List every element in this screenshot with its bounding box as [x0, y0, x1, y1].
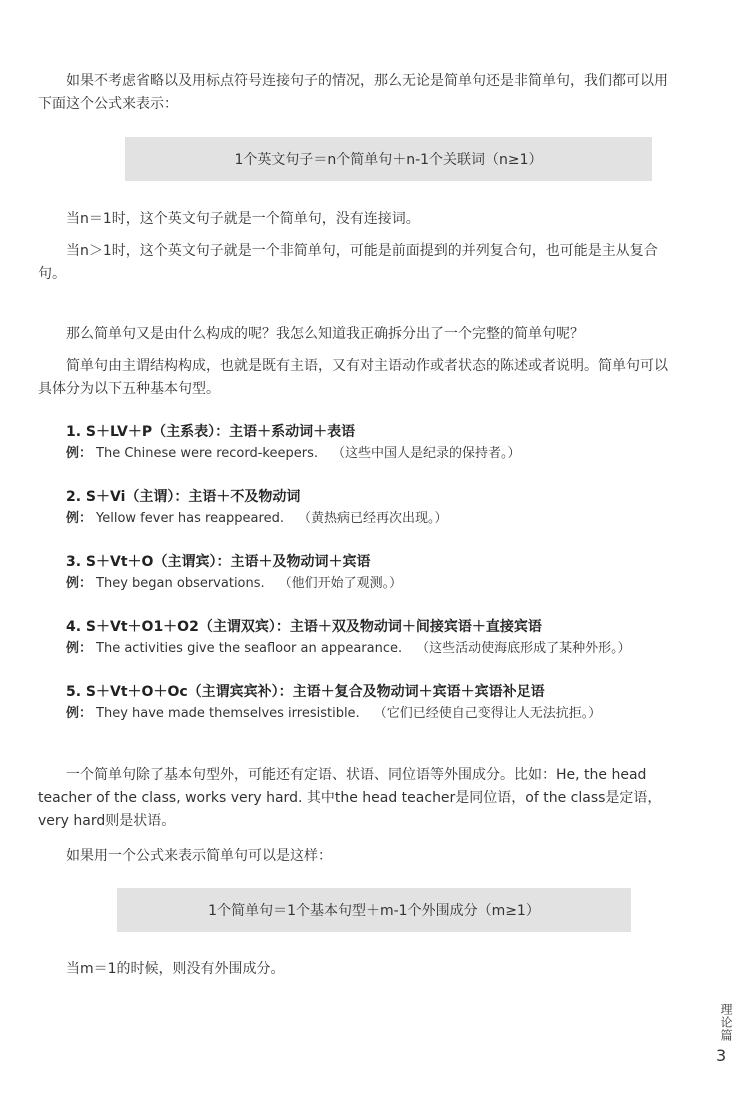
example-english: They have made themselves irresistible. [96, 706, 360, 721]
page-number: 3 [716, 1046, 727, 1065]
example-chinese: （这些中国人是纪录的保持者。） [332, 446, 521, 461]
intro-paragraph: 如果不考虑省略以及用标点符号连接句子的情况，那么无论是简单句还是非简单句，我们都可以用下面这个公式来表示： [38, 73, 668, 112]
question-paragraph: 那么简单句又是由什么构成的呢？我怎么知道我正确拆分出了一个完整的简单句呢？ [66, 326, 584, 342]
pattern-example [66, 443, 686, 465]
pattern-example [66, 703, 686, 725]
pattern-example [66, 508, 686, 530]
pattern-1 [66, 421, 686, 465]
example-label: 例： [66, 446, 93, 461]
pattern-title: 3. S＋Vt＋O（主谓宾）：主语＋及物动词＋宾语 [66, 554, 371, 570]
pattern-example [66, 573, 686, 595]
example-chinese: （他们开始了观测。） [278, 576, 403, 591]
example-english: Yellow fever has reappeared. [96, 511, 284, 526]
pattern-5 [66, 681, 686, 725]
definition-paragraph: 简单句由主谓结构构成，也就是既有主语，又有对主语动作或者状态的陈述或者说明。简单句可以具体分为以下五种基本句型。 [38, 358, 668, 397]
example-english: The Chinese were record-keepers. [96, 446, 318, 461]
example-label: 例： [66, 706, 93, 721]
peripheral-paragraph: 一个简单句除了基本句型外，可能还有定语、状语、同位语等外围成分。比如：He, the head teacher of the class, works very hard. 其中the head teacher是同位语，of the class是定语，very hard则是状语。 [38, 767, 662, 829]
pattern-4 [66, 616, 686, 660]
example-chinese: （黄热病已经再次出现。） [297, 511, 448, 526]
section-side-tab: 理论篇 [719, 1003, 733, 1042]
example-label: 例： [66, 576, 93, 591]
example-chinese: （这些活动使海底形成了某种外形。） [416, 641, 631, 656]
example-english: The activities give the seafloor an appearance. [96, 641, 403, 656]
pattern-title: 2. S＋Vi（主谓）：主语＋不及物动词 [66, 489, 301, 505]
formula-box-simple [117, 888, 631, 932]
pattern-title: 5. S＋Vt＋O＋Oc（主谓宾宾补）：主语＋复合及物动词＋宾语＋宾语补足语 [66, 684, 545, 700]
n-greater-1-note: 当n＞1时，这个英文句子就是一个非简单句，可能是前面提到的并列复合句，也可能是主从复合句。 [38, 243, 658, 282]
pattern-title: 1. S＋LV＋P（主系表）：主语＋系动词＋表语 [66, 424, 356, 440]
example-english: They began observations. [96, 576, 265, 591]
example-label: 例： [66, 511, 93, 526]
formula-simple-sentence: 1个简单句＝1个基本句型＋m-1个外围成分（m≥1） [208, 903, 540, 919]
formula-box-sentence [125, 137, 652, 181]
pattern-example [66, 638, 686, 660]
formula-intro: 如果用一个公式来表示简单句可以是这样： [66, 848, 332, 864]
pattern-3 [66, 551, 686, 595]
example-chinese: （它们已经使自己变得让人无法抗拒。） [373, 706, 602, 721]
n-equals-1-note: 当n＝1时，这个英文句子就是一个简单句，没有连接词。 [66, 211, 420, 227]
example-label: 例： [66, 641, 93, 656]
formula-sentence: 1个英文句子＝n个简单句＋n-1个关联词（n≥1） [234, 152, 543, 168]
pattern-title: 4. S＋Vt＋O1＋O2（主谓双宾）：主语＋双及物动词＋间接宾语＋直接宾语 [66, 619, 542, 635]
m-equals-1-note: 当m＝1的时候，则没有外围成分。 [66, 961, 285, 977]
pattern-2 [66, 486, 686, 530]
